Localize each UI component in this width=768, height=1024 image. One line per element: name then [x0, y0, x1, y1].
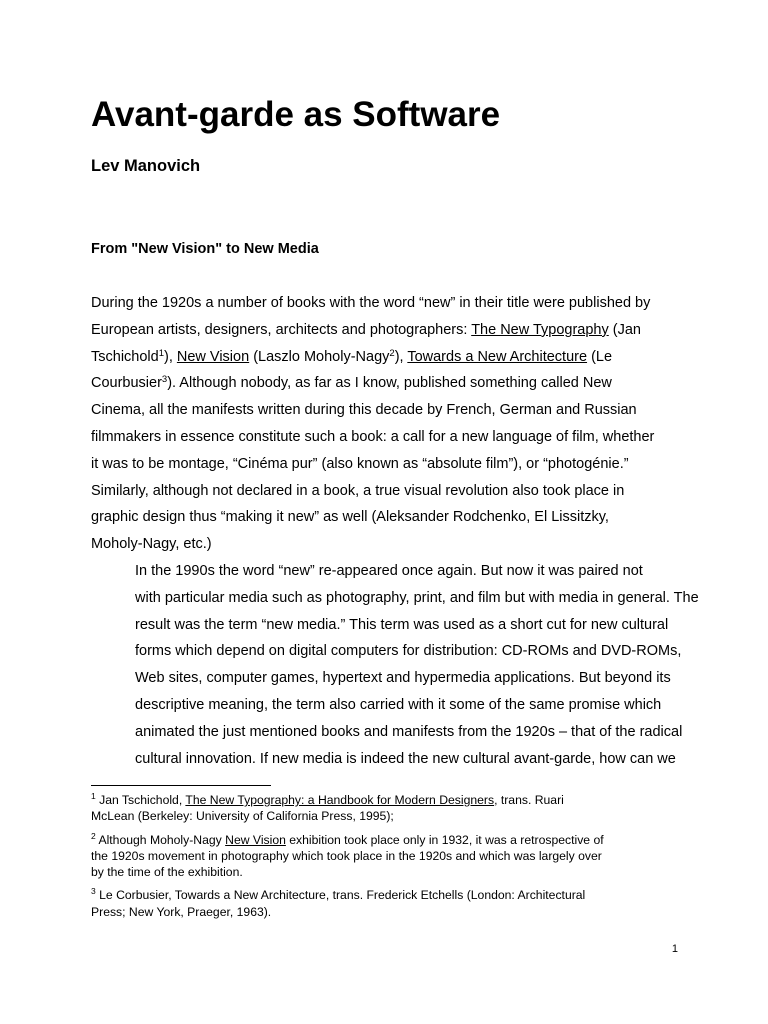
footnote-line: $^2$ Although Moholy-Nagy New Vision exhibition took place only in 1932, it was a retrospective of	[91, 830, 604, 847]
footnote-title-reference: The New Typography: a Handbook for Modern Designers	[185, 793, 495, 807]
footnote-line: Press; New York, Praeger, 1963).	[91, 904, 272, 919]
footnote-ref-2: 2	[389, 347, 395, 359]
text-line: filmmakers in essence constitute such a book: a call for a new language of film, whether	[91, 428, 655, 445]
document-title: Avant-garde as Software	[91, 95, 501, 134]
page-number: 1	[671, 943, 678, 955]
footnote-line: by the time of the exhibition.	[91, 865, 243, 880]
footnote-line: $^3$ Le Corbusier, Towards a New Architecture, trans. Frederick Etchells (London: Architectural	[91, 886, 586, 903]
text-line: it was to be montage, “Cinéma pur” (also known as “absolute film”), or “photogénie.”	[91, 455, 629, 472]
footnote-line: $^1$ Jan Tschichold, The New Typography: a Handbook for Modern Designers, trans. Ruari	[91, 791, 564, 807]
footnote-number: 3	[91, 886, 96, 897]
paragraph-2	[91, 558, 699, 772]
footnote-2	[91, 832, 691, 881]
title-reference-new-typography: The New Typography	[471, 321, 609, 338]
text-line: During the 1920s a number of books with the word “new” in their title were published by	[91, 295, 651, 311]
footnote-1	[91, 792, 691, 825]
title-reference-towards-new-architecture: Towards a New Architecture	[407, 348, 588, 365]
author-name: Lev Manovich	[91, 157, 201, 175]
text-line: Similarly, although not declared in a book, a true visual revolution also took place in	[91, 482, 625, 499]
text-line: Courbusier$^3$). Although nobody, as far as I know, published something called New	[91, 374, 612, 392]
paragraph-1	[91, 290, 691, 558]
footnote-ref-1: 1	[158, 347, 164, 359]
text-line: graphic design thus “making it new” as well (Aleksander Rodchenko, El Lissitzky,	[91, 509, 609, 526]
text-line: animated the just mentioned books and manifests from the 1920s – that of the radical	[135, 723, 683, 740]
footnote-number: 1	[91, 791, 96, 801]
footnote-3	[91, 887, 691, 920]
text-line: Moholy-Nagy, etc.)	[91, 536, 212, 553]
footnotes	[91, 792, 691, 927]
footnote-separator	[91, 785, 271, 786]
text-line: result was the term “new media.” This term was used as a short cut for new cultural	[135, 616, 669, 633]
footnote-ref-3: 3	[161, 374, 168, 386]
footnote-line: McLean (Berkeley: University of California Press, 1995);	[91, 809, 394, 824]
text-line: Tschichold$^1$), New Vision (Laszlo Moholy-Nagy$^2$), Towards a New Architecture (Le	[91, 347, 613, 365]
footnote-line: the 1920s movement in photography which took place in the 1920s and which was largely over	[91, 848, 602, 863]
title-reference-new-vision: New Vision	[176, 348, 250, 365]
section-heading: From "New Vision" to New Media	[91, 241, 319, 257]
text-line: Cinema, all the manifests written during this decade by French, German and Russian	[91, 402, 637, 419]
text-line: European artists, designers, architects and photographers: The New Typography (Jan	[91, 321, 641, 338]
footnote-title-reference: New Vision	[225, 832, 286, 847]
text-line: Web sites, computer games, hypertext and hypermedia applications. But beyond its	[135, 670, 671, 687]
text-line: descriptive meaning, the term also carried with it some of the same promise which	[135, 696, 662, 713]
text-line: with particular media such as photography, print, and film but with media in general. The	[135, 589, 699, 606]
text-line: forms which depend on digital computers for distribution: CD-ROMs and DVD-ROMs,	[135, 643, 682, 660]
text-line: In the 1990s the word “new” re-appeared once again. But now it was paired not	[135, 562, 643, 579]
text-line: cultural innovation. If new media is indeed the new cultural avant-garde, how can we	[135, 750, 676, 767]
body-text	[91, 290, 699, 772]
footnote-number: 2	[91, 830, 96, 841]
